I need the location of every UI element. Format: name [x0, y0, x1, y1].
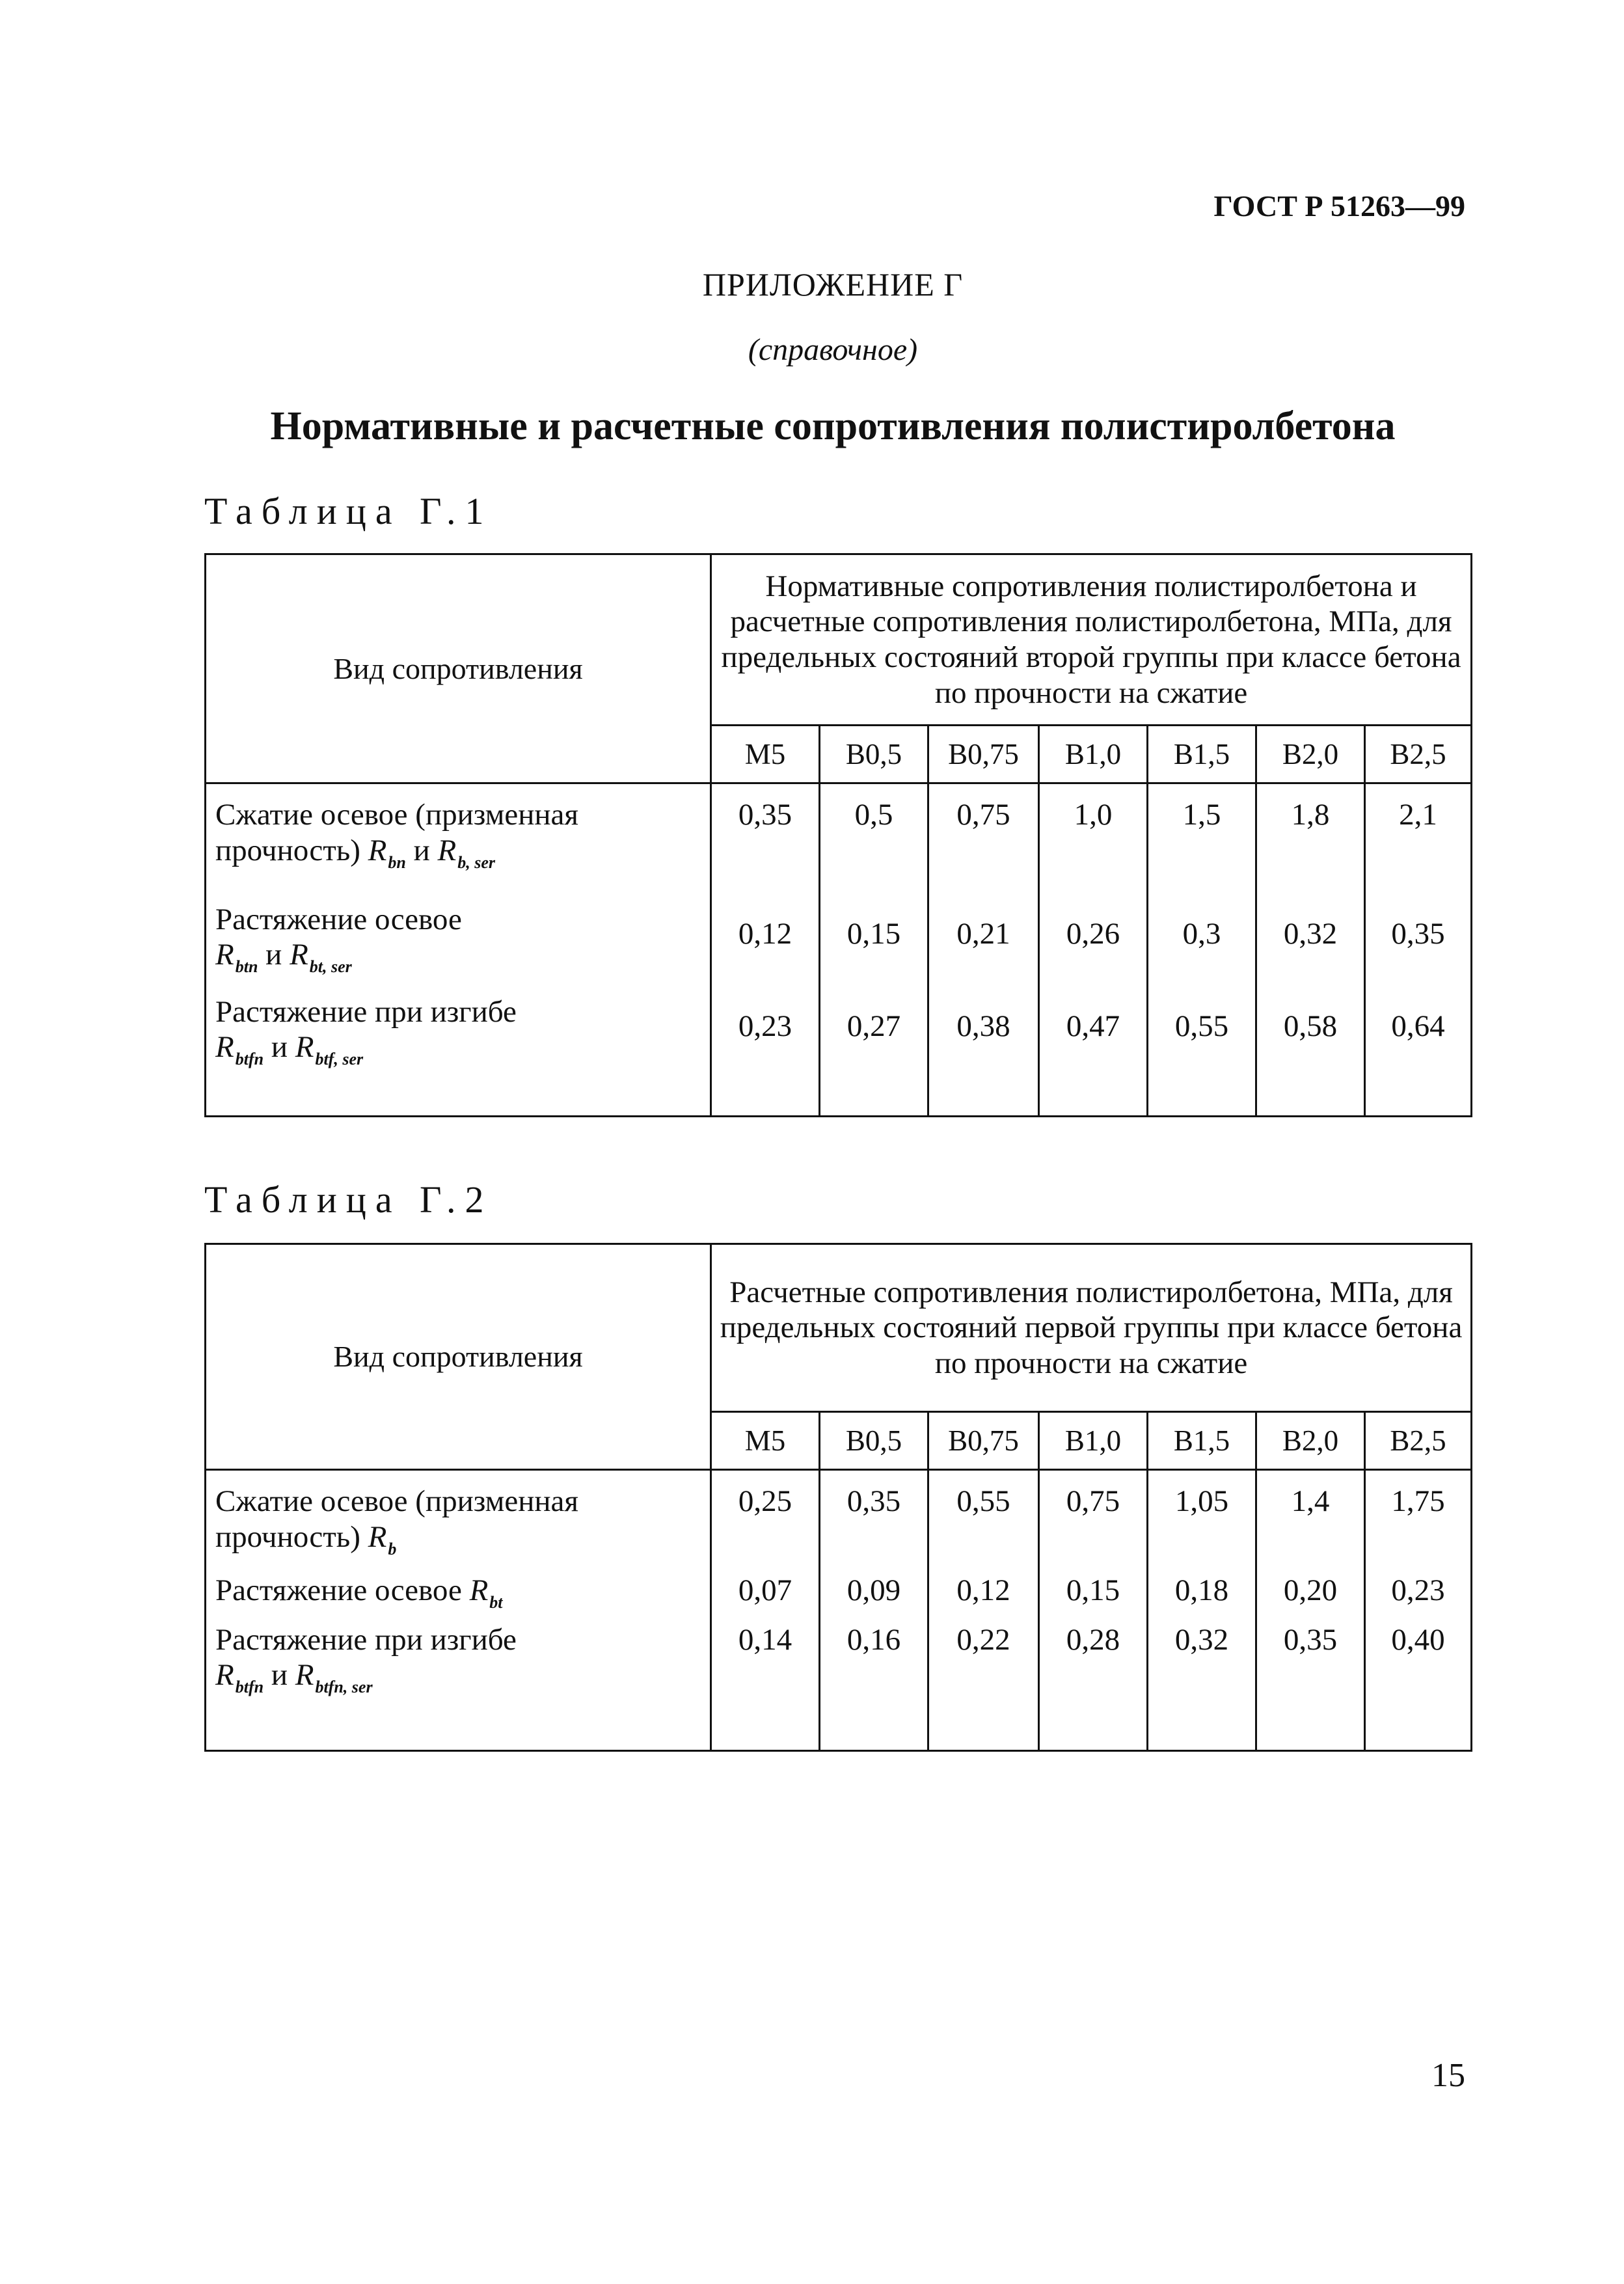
value-cell: 0,12 [711, 902, 820, 994]
symbol: $R_{btf, ser}$ [295, 1030, 364, 1069]
symbol: $R_{bt, ser}$ [290, 938, 352, 977]
value-cell: 1,0 [1039, 783, 1148, 902]
appendix-note: (справочное) [748, 333, 918, 367]
value-cell: 0,38 [928, 994, 1039, 1117]
value-cell: 0,64 [1365, 994, 1472, 1117]
table-row [206, 1622, 1472, 1751]
symbol: $R_{bn}$ [368, 833, 406, 872]
value-cell: 0,40 [1365, 1622, 1472, 1751]
value-cell: 0,75 [928, 783, 1039, 902]
value-cell: 1,05 [1148, 1470, 1256, 1573]
symbol: $R_{b, ser}$ [437, 833, 495, 872]
value-cell: 0,55 [1148, 994, 1256, 1117]
strength-header: Нормативные сопротивления полистиролбетона и расчетные сопротивления полистиролбетона, МПа, для предельных состояний второй группы при классе бетона по прочности на сжатие [711, 554, 1472, 726]
class-header: B2,5 [1365, 1412, 1472, 1470]
table2-caption: Таблица Г.2 [204, 1178, 493, 1221]
value-cell: 1,8 [1256, 783, 1365, 902]
class-header: B0,5 [820, 726, 928, 783]
symbol: $R_{btfn}$ [215, 1658, 264, 1697]
value-cell: 0,3 [1148, 902, 1256, 994]
table2 [204, 1243, 1472, 1752]
symbol: $R_b$ [368, 1519, 397, 1558]
table-row [206, 902, 1472, 994]
value-cell: 0,22 [928, 1622, 1039, 1751]
table-row [206, 1573, 1472, 1622]
value-cell: 0,16 [820, 1622, 928, 1751]
row-label: Растяжение при изгибе [215, 994, 517, 1029]
class-header: B0,75 [928, 1412, 1039, 1470]
kind-header: Вид сопротивления [206, 554, 711, 783]
resistance-name: Сжатие осевое (призменная прочность) $R_{bn}$ и $R_{b, ser}$ [206, 783, 711, 902]
resistance-name: Растяжение при изгибе $R_{btfn}$ и $R_{btfn, ser}$ [206, 1622, 711, 1751]
row-label: Растяжение при изгибе [215, 1622, 517, 1657]
resistance-name: Растяжение при изгибе $R_{btfn}$ и $R_{btf, ser}$ [206, 994, 711, 1117]
value-cell: 0,23 [711, 994, 820, 1117]
symbol: $R_{bt}$ [469, 1573, 503, 1612]
table1-caption: Таблица Г.1 [204, 490, 493, 532]
value-cell: 0,75 [1039, 1470, 1148, 1573]
resistance-name [206, 1470, 711, 1573]
value-cell: 0,12 [928, 1573, 1039, 1622]
value-cell: 0,35 [1256, 1622, 1365, 1751]
value-cell: 0,32 [1256, 902, 1365, 994]
value-cell: 0,15 [820, 902, 928, 994]
value-cell: 0,09 [820, 1573, 928, 1622]
value-cell: 0,55 [928, 1470, 1039, 1573]
value-cell: 0,35 [711, 783, 820, 902]
value-cell: 1,4 [1256, 1470, 1365, 1573]
value-cell: 0,23 [1365, 1573, 1472, 1622]
class-header: B0,5 [820, 1412, 928, 1470]
value-cell: 0,28 [1039, 1622, 1148, 1751]
value-cell: 1,5 [1148, 783, 1256, 902]
value-cell: 0,14 [711, 1622, 820, 1751]
value-cell: 0,21 [928, 902, 1039, 994]
row-label: Сжатие осевое (призменная прочность) [215, 1484, 579, 1554]
table-row [206, 783, 1472, 902]
value-cell: 0,07 [711, 1573, 820, 1622]
kind-header: Вид сопротивления [206, 1244, 711, 1470]
class-header: B1,5 [1148, 1412, 1256, 1470]
value-cell: 2,1 [1365, 783, 1472, 902]
value-cell: 0,58 [1256, 994, 1365, 1117]
value-cell: 0,32 [1148, 1622, 1256, 1751]
value-cell: 0,27 [820, 994, 928, 1117]
class-header: B2,0 [1256, 726, 1365, 783]
class-header: B1,0 [1039, 726, 1148, 783]
class-header: B1,0 [1039, 1412, 1148, 1470]
page-number: 15 [1431, 2057, 1465, 2094]
table1 [204, 553, 1472, 1117]
class-header: M5 [711, 1412, 820, 1470]
row-label: Сжатие осевое (призменная прочность) [215, 798, 579, 867]
symbol: $R_{btfn, ser}$ [295, 1658, 373, 1697]
value-cell: 0,5 [820, 783, 928, 902]
document-code: ГОСТ Р 51263—99 [1213, 189, 1465, 223]
appendix-title: ПРИЛОЖЕНИЕ Г [702, 266, 964, 303]
value-cell: 1,75 [1365, 1470, 1472, 1573]
value-cell: 0,26 [1039, 902, 1148, 994]
table-row [206, 1470, 1472, 1573]
page-title: Нормативные и расчетные сопротивления полистиролбетона [270, 404, 1396, 448]
strength-header: Расчетные сопротивления полистиролбетона, МПа, для предельных состояний первой группы при классе бетона по прочности на сжатие [711, 1244, 1472, 1412]
value-cell: 0,25 [711, 1470, 820, 1573]
value-cell: 0,35 [1365, 902, 1472, 994]
class-header: B1,5 [1148, 726, 1256, 783]
symbol: $R_{btfn}$ [215, 1030, 264, 1069]
value-cell: 0,18 [1148, 1573, 1256, 1622]
class-header: B2,5 [1365, 726, 1472, 783]
table-row [206, 994, 1472, 1117]
class-header: B0,75 [928, 726, 1039, 783]
value-cell: 0,15 [1039, 1573, 1148, 1622]
row-label: Растяжение осевое [215, 1573, 462, 1607]
value-cell: 0,35 [820, 1470, 928, 1573]
class-header: B2,0 [1256, 1412, 1365, 1470]
value-cell: 0,47 [1039, 994, 1148, 1117]
value-cell: 0,20 [1256, 1573, 1365, 1622]
symbol: $R_{btn}$ [215, 938, 258, 977]
row-label: Растяжение осевое [215, 902, 462, 936]
class-header: M5 [711, 726, 820, 783]
resistance-name [206, 1573, 711, 1622]
resistance-name: Растяжение осевое $R_{btn}$ и $R_{bt, ser}$ [206, 902, 711, 994]
